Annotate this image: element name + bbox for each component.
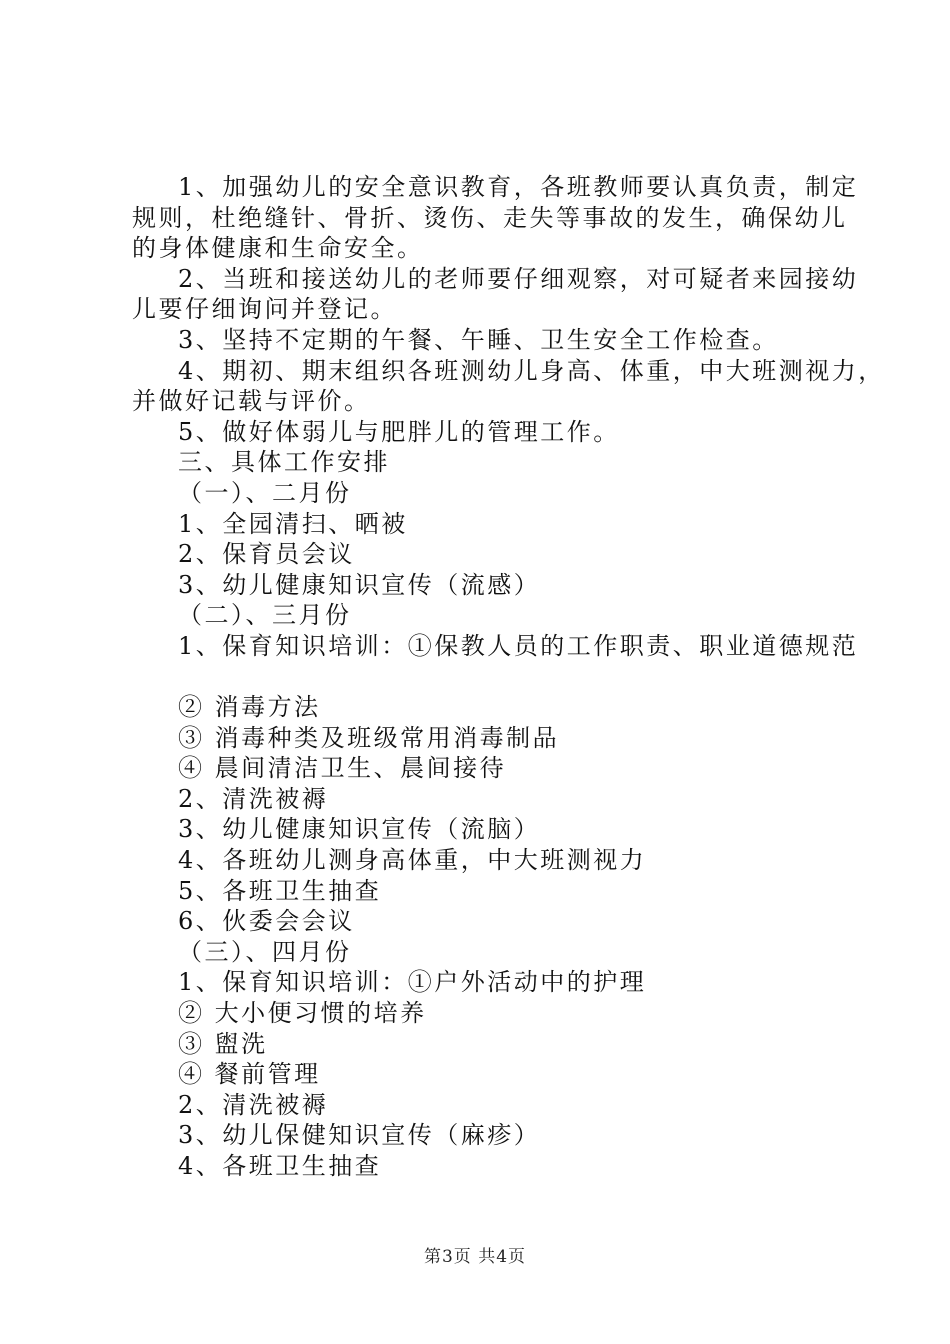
- list-item: ② 消毒方法: [178, 693, 321, 722]
- list-item: ② 大小便习惯的培养: [178, 999, 427, 1028]
- list-item: 2、清洗被褥: [178, 784, 329, 813]
- paragraph-line: 3、坚持不定期的午餐、午睡、卫生安全工作检查。: [178, 325, 779, 354]
- subsection-heading: （二）、三月份: [178, 601, 352, 630]
- list-item: 5、各班卫生抽查: [178, 876, 382, 905]
- list-item: ④ 晨间清洁卫生、晨间接待: [178, 754, 507, 783]
- list-item: 6、伙委会会议: [178, 907, 355, 936]
- list-item: 3、幼儿健康知识宣传（流感）: [178, 570, 541, 599]
- paragraph-line: 2、当班和接送幼儿的老师要仔细观察，对可疑者来园接幼: [178, 264, 859, 293]
- paragraph-line: 规则，杜绝缝针、骨折、烫伤、走失等事故的发生，确保幼儿: [132, 203, 848, 232]
- list-item: 2、清洗被褥: [178, 1090, 329, 1119]
- list-item: 3、幼儿保健知识宣传（麻疹）: [178, 1121, 541, 1150]
- paragraph-line: 5、做好体弱儿与肥胖儿的管理工作。: [178, 417, 620, 446]
- list-item: 4、各班幼儿测身高体重，中大班测视力: [178, 846, 647, 875]
- subsection-heading: （一）、二月份: [178, 478, 352, 507]
- list-item: 2、保育员会议: [178, 540, 355, 569]
- blank-line: [132, 662, 832, 693]
- paragraph-line: 4、期初、期末组织各班测幼儿身高、体重，中大班测视力，: [178, 356, 885, 385]
- list-item: ③ 消毒种类及班级常用消毒制品: [178, 723, 560, 752]
- list-item: ③ 盥洗: [178, 1029, 268, 1058]
- paragraph-line: 并做好记载与评价。: [132, 387, 371, 416]
- list-item: 1、保育知识培训：①户外活动中的护理: [178, 968, 647, 997]
- list-item: 4、各班卫生抽查: [178, 1152, 382, 1180]
- list-item: ④ 餐前管理: [178, 1060, 321, 1089]
- list-item: 3、幼儿健康知识宣传（流脑）: [178, 815, 541, 844]
- paragraph-line: 1、加强幼儿的安全意识教育，各班教师要认真负责，制定: [178, 173, 859, 201]
- subsection-heading: （三）、四月份: [178, 937, 352, 966]
- paragraph-line: 儿要仔细询问并登记。: [132, 295, 397, 324]
- page-number-footer: 第3页 共4页: [423, 1247, 527, 1267]
- list-item: 1、全园清扫、晒被: [178, 509, 408, 538]
- paragraph-line: 的身体健康和生命安全。: [132, 234, 424, 263]
- document-body: [132, 172, 885, 1182]
- list-item: 1、保育知识培训：①保教人员的工作职责、职业道德规范: [178, 631, 859, 660]
- section-heading: 三、具体工作安排: [178, 448, 390, 477]
